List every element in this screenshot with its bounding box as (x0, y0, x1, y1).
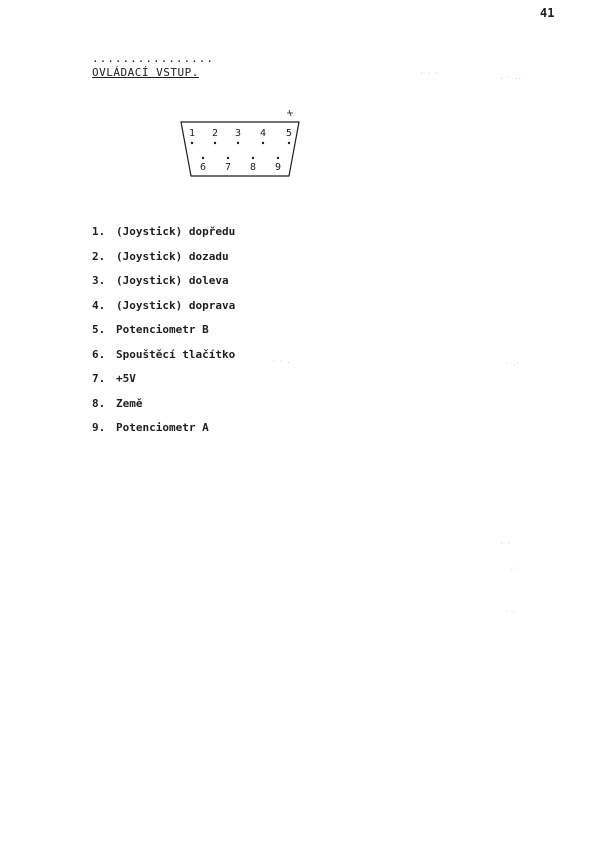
scan-speckle: · . (505, 608, 516, 615)
pin-dot-7 (227, 157, 229, 159)
pin-dot-6 (202, 157, 204, 159)
title-dots: ................ (92, 52, 214, 65)
list-item (92, 225, 235, 250)
scan-speckle: · .· (505, 360, 520, 367)
pin-description: (Joystick) doprava (116, 298, 236, 312)
pin-dot-2 (214, 142, 216, 144)
list-item (92, 250, 235, 275)
pin-dot-3 (237, 142, 239, 144)
pin-label-1: 1 (189, 128, 196, 139)
pin-number: 8. (92, 396, 106, 410)
pin-description: Spouštěcí tlačítko (116, 347, 236, 361)
pin-number: 1. (92, 225, 106, 238)
pin5-marker (287, 110, 293, 116)
dsub9-connector-diagram (175, 106, 305, 182)
scan-speckle: · · (500, 540, 511, 547)
pin-label-8: 8 (250, 162, 257, 173)
pin-number: 2. (92, 249, 106, 263)
pin-assignment-list (92, 225, 235, 446)
list-item (92, 323, 235, 348)
pin-number: 7. (92, 372, 106, 385)
pin-dot-1 (191, 142, 193, 144)
list-item (92, 299, 235, 324)
scan-speckle: · · · (420, 70, 439, 77)
list-item (92, 397, 235, 422)
pin-label-9: 9 (275, 162, 282, 173)
list-item (92, 372, 235, 397)
page-number: 41 (540, 6, 555, 20)
section-title: OVLÁDACÍ VSTUP. (92, 66, 199, 79)
pin-label-3: 3 (235, 128, 242, 139)
pin-number: 5. (92, 323, 106, 336)
pin-label-6: 6 (200, 162, 207, 173)
list-item (92, 348, 235, 373)
pin-description: (Joystick) dozadu (116, 249, 229, 263)
pin-description: Potenciometr A (116, 421, 209, 434)
pin-description: +5V (116, 372, 136, 385)
pin-dot-9 (277, 157, 279, 159)
pin-description: (Joystick) dopředu (116, 225, 236, 238)
pin-label-5: 5 (286, 128, 293, 139)
pin-dot-5 (288, 142, 290, 144)
pin-number: 6. (92, 347, 106, 361)
pin-label-7: 7 (225, 162, 232, 173)
pin-label-2: 2 (212, 128, 219, 139)
pin-number: 3. (92, 274, 106, 287)
pin-dot-4 (262, 142, 264, 144)
pin-number: 9. (92, 421, 106, 434)
list-item (92, 274, 235, 299)
pin-description: Potenciometr B (116, 323, 209, 336)
pin-description: Země (116, 396, 143, 410)
pin-label-4: 4 (260, 128, 267, 139)
pin-description: (Joystick) doleva (116, 274, 229, 287)
scan-speckle: . · .. (500, 74, 522, 81)
list-item (92, 421, 235, 446)
scan-speckle: .· (510, 565, 518, 572)
pin-number: 4. (92, 298, 106, 312)
pin-dot-8 (252, 157, 254, 159)
scan-speckle: · · . (272, 358, 291, 365)
